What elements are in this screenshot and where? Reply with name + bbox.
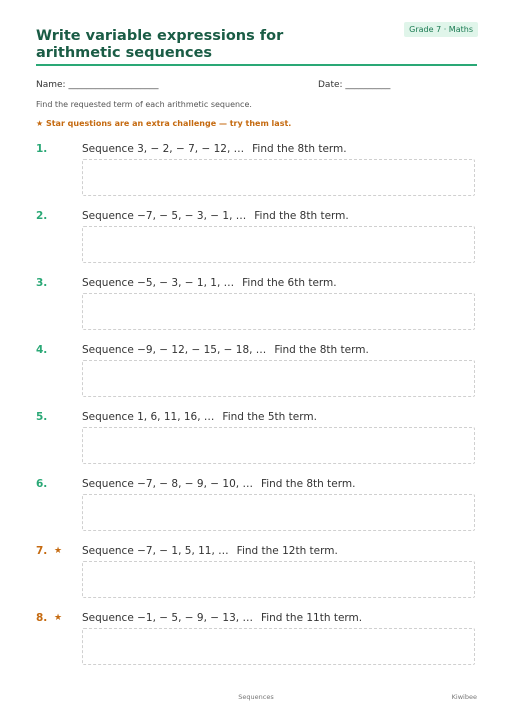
question-1 xyxy=(36,143,477,203)
question-7 xyxy=(36,545,477,605)
header-divider xyxy=(36,64,477,66)
question-sequence: Sequence 3, − 2, − 7, − 12, … xyxy=(82,143,245,155)
answer-box[interactable] xyxy=(82,226,475,263)
worksheet-title: Write variable expressions for arithmetic sequences xyxy=(36,28,284,61)
instructions: Find the requested term of each arithmetic sequence. xyxy=(36,100,252,109)
question-number: 4. xyxy=(36,344,48,356)
question-task: Find the 6th term. xyxy=(242,277,337,289)
answer-box[interactable] xyxy=(82,293,475,330)
question-task: Find the 5th term. xyxy=(222,411,317,423)
question-8 xyxy=(36,612,477,672)
star-icon: ★ xyxy=(54,613,63,623)
answer-box[interactable] xyxy=(82,561,475,598)
answer-box[interactable] xyxy=(82,494,475,531)
question-number: 6. xyxy=(36,478,48,490)
question-task: Find the 8th term. xyxy=(252,143,347,155)
footer-topic: Sequences xyxy=(238,693,274,701)
question-5 xyxy=(36,411,477,471)
date-field: Date: __________ xyxy=(318,80,391,90)
question-sequence: Sequence −7, − 1, 5, 11, … xyxy=(82,545,229,557)
question-sequence: Sequence −1, − 5, − 9, − 13, … xyxy=(82,612,253,624)
question-task: Find the 8th term. xyxy=(274,344,369,356)
star-icon: ★ xyxy=(54,546,63,556)
question-sequence: Sequence 1, 6, 11, 16, … xyxy=(82,411,215,423)
question-3 xyxy=(36,277,477,337)
question-number: 7. xyxy=(36,545,48,557)
answer-box[interactable] xyxy=(82,360,475,397)
answer-box[interactable] xyxy=(82,427,475,464)
question-task: Find the 11th term. xyxy=(260,612,363,624)
question-4 xyxy=(36,344,477,404)
question-sequence: Sequence −7, − 5, − 3, − 1, … xyxy=(82,210,247,222)
question-6 xyxy=(36,478,477,538)
question-task: Find the 12th term. xyxy=(236,545,338,557)
question-sequence: Sequence −5, − 3, − 1, 1, … xyxy=(82,277,235,289)
question-text xyxy=(82,545,338,557)
question-number: 5. xyxy=(36,411,48,423)
question-text xyxy=(82,612,362,624)
question-text xyxy=(82,143,347,155)
question-number: 2. xyxy=(36,210,48,222)
question-text xyxy=(82,411,317,423)
question-number: 1. xyxy=(36,143,48,155)
question-2 xyxy=(36,210,477,270)
answer-box[interactable] xyxy=(82,628,475,665)
question-text xyxy=(82,478,355,490)
footer-brand: Kiwibee xyxy=(451,693,477,701)
question-task: Find the 8th term. xyxy=(254,210,349,222)
question-number: 8. xyxy=(36,612,48,624)
star-note: ★ Star questions are an extra challenge — try them last. xyxy=(36,119,292,128)
question-text xyxy=(82,277,337,289)
name-field: Name: ____________________ xyxy=(36,80,159,90)
question-number: 3. xyxy=(36,277,48,289)
answer-box[interactable] xyxy=(82,159,475,196)
question-sequence: Sequence −9, − 12, − 15, − 18, … xyxy=(82,344,267,356)
question-task: Find the 8th term. xyxy=(260,478,356,490)
grade-badge: Grade 7 · Maths xyxy=(404,22,478,37)
question-text xyxy=(82,344,369,356)
question-text xyxy=(82,210,349,222)
question-sequence: Sequence −7, − 8, − 9, − 10, … xyxy=(82,478,253,490)
